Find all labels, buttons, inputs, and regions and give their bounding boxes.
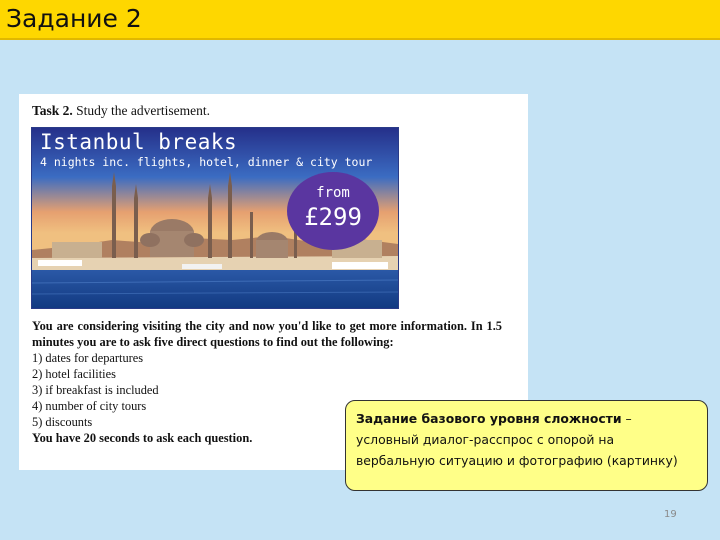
page-number: 19	[664, 509, 677, 520]
question-item: 2) hotel facilities	[32, 367, 116, 381]
note-text: – условный диалог-расспрос с опорой на вербальную ситуацию и фотографию (картинку)	[356, 411, 678, 468]
advertisement-title: Istanbul breaks	[40, 130, 238, 154]
question-item: 5) discounts	[32, 415, 93, 429]
slide-title: Задание 2	[6, 4, 142, 33]
slide-title-bar	[0, 0, 720, 40]
price-from-label: from	[316, 185, 350, 201]
advertisement-subtitle: 4 nights inc. flights, hotel, dinner & city tour	[40, 155, 373, 169]
task-level-note	[345, 400, 708, 491]
question-item: 3) if breakfast is included	[32, 383, 159, 397]
task-instruction: Study the advertisement.	[72, 103, 211, 118]
price-badge	[287, 172, 379, 250]
task-heading	[32, 103, 210, 119]
time-limit-note: You have 20 seconds to ask each question.	[32, 431, 253, 445]
advertisement-image	[31, 127, 399, 309]
note-bold-text: Задание базового уровня сложности	[356, 411, 622, 426]
task-label: Task 2.	[32, 103, 73, 118]
price-amount: £299	[304, 203, 362, 231]
task-intro: You are considering visiting the city and now you'd like to get more information. In 1.5 minutes you are to ask five direct questions to find out the following:	[32, 319, 502, 349]
question-item: 1) dates for departures	[32, 351, 144, 365]
question-item: 4) number of city tours	[32, 399, 147, 413]
